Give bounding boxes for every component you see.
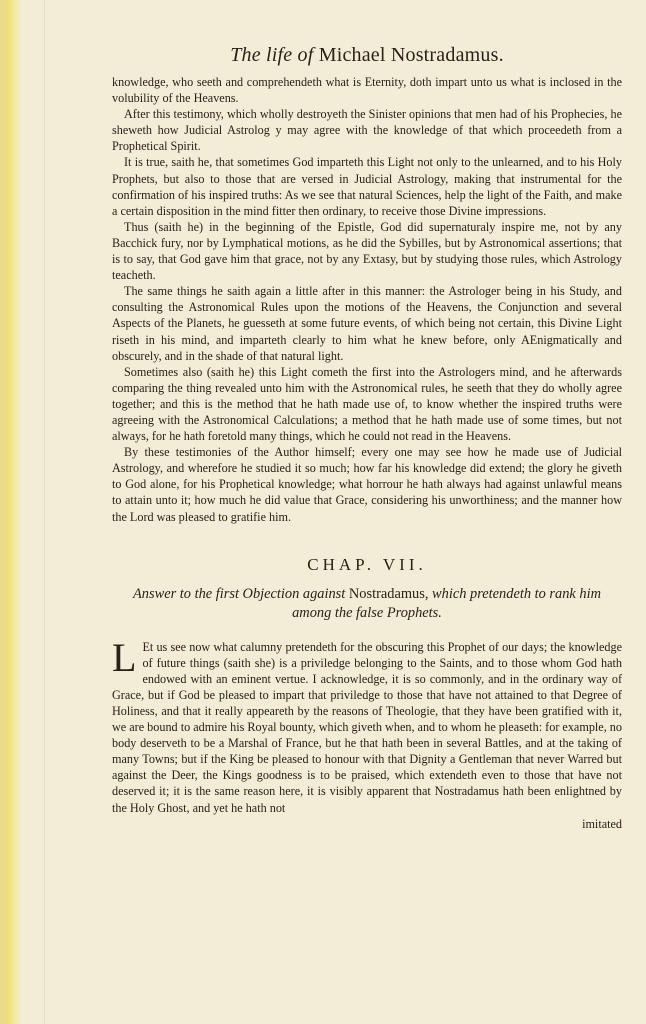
binding-gutter [0,0,22,1024]
paragraph-5: The same things he saith again a little after in this manner: the Astrologer being in his Study, and consulting the Astronomical Rules upon the motions of the Heavens, the Conjunction and several Aspects of the Planets, he guesseth at some future events, of which being not certain, this Divine Light riseth in his mind, and imparteth clearly to him what he knew before, only AEnigmatically and obscurely, and in the shade of that natural light. [112,284,622,363]
paragraph-2: After this testimony, which wholly destroyeth the Sinister opinions that men had of his Prophecies, he sheweth how Judicial Astrolog y may agree with the knowledge of that which proceedeth from a Prophetical Spirit. [112,107,622,154]
paragraph-3: It is true, saith he, that sometimes God imparteth this Light not only to the unlearned, and to his Holy Prophets, but also to those that are versed in Judicial Astrology, making that instrumental for the confirmation of his inspired truths: As we see that natural Sciences, help the light of the Faith, and make a certain disposition in the mind fitter then ordinary, to receive those Divine impressions. [112,155,622,218]
chapter-title [112,585,622,623]
catchword: imitated [582,816,622,831]
chapter-heading: CHAP. VII. [307,554,427,574]
chapter-title-part-a: Answer to the first Objection against [133,585,346,602]
chapter-body [112,634,622,816]
paragraph-7: By these testimonies of the Author himself; every one may see how he made use of Judicial Astrology, and wherefore he studied it so much; how far his knowledge did extend; the glory he giveth to God alone, for his Prophetical knowledge; what horrour he hath always had against unlawful means to attain unto it; how much he did value that Grace, considering his unworthiness; and the manner how the Lord was pleased to gratifie him. [112,445,622,524]
paragraph-4: Thus (saith he) in the beginning of the Epistle, God did supernaturaly inspire me, not by any Bacchick fury, nor by Lymphatical motions, as he did the Sybilles, but by Astronomical assertions; that is to say, that God gave him that grace, not by any Extasy, but by studying those rules, which Astrology teacheth. [112,219,622,283]
paragraph-1: knowledge, who seeth and comprehendeth what is Eternity, doth impart unto us what is inclosed in the volubility of the Heavens. [112,75,622,106]
chapter-body-text: Et us see now what calumny pretendeth for the obscuring this Prophet of our days; the knowledge of future things (saith she) is a priviledge belonging to the Saints, and to those whom God hath endowed with an eminent vertue. I acknowledge, it is so commonly, and in the ordinary way of Grace, but if God be pleased to impart that priviledge to those that have not attained to that Degree of Holiness, and that it really appeareth by the reasons of Theologie, that they have been gratified with it, we are bound to admire his Royal bounty, which giveth when, and to whom he pleaseth: for example, no body deserveth to be a Marshal of France, but he that hath been in several Battles, and at the taking of many Towns; but if the King be pleased to honour with that Dignity a Gentleman that never Warred but against the Deer, the Kings goodness is to be praised, which extendeth even to those that have not deserved it; it is the same reason here, it is visibly apparent that Nostradamus hath been enlightned by the Holy Ghost, and yet he hath not [112,639,622,815]
running-head [112,44,622,67]
chapter-title-part-c: which pretendeth to rank him among the false Prophets. [292,585,601,621]
book-page [112,44,622,832]
gutter-crease [44,0,45,1024]
running-head-italic: The life of [230,44,314,66]
running-head-name: Michael Nostradamus. [318,44,504,66]
chapter-title-name: Nostradamus, [348,585,429,602]
paragraph-6: Sometimes also (saith he) this Light cometh the first into the Astrologers mind, and he afterwards comparing the thing revealed unto him with the Astronomical rules, he seeth that they do wholly agree together; and this is the method that he hath made use of, to know whether the inspired truths were agreeing with the Astronomical Calculations; a method that he hath made use of some times, but not always, for he hath foretold many things, which he could not read in the Heavens. [112,364,622,444]
drop-cap: L [112,634,137,680]
